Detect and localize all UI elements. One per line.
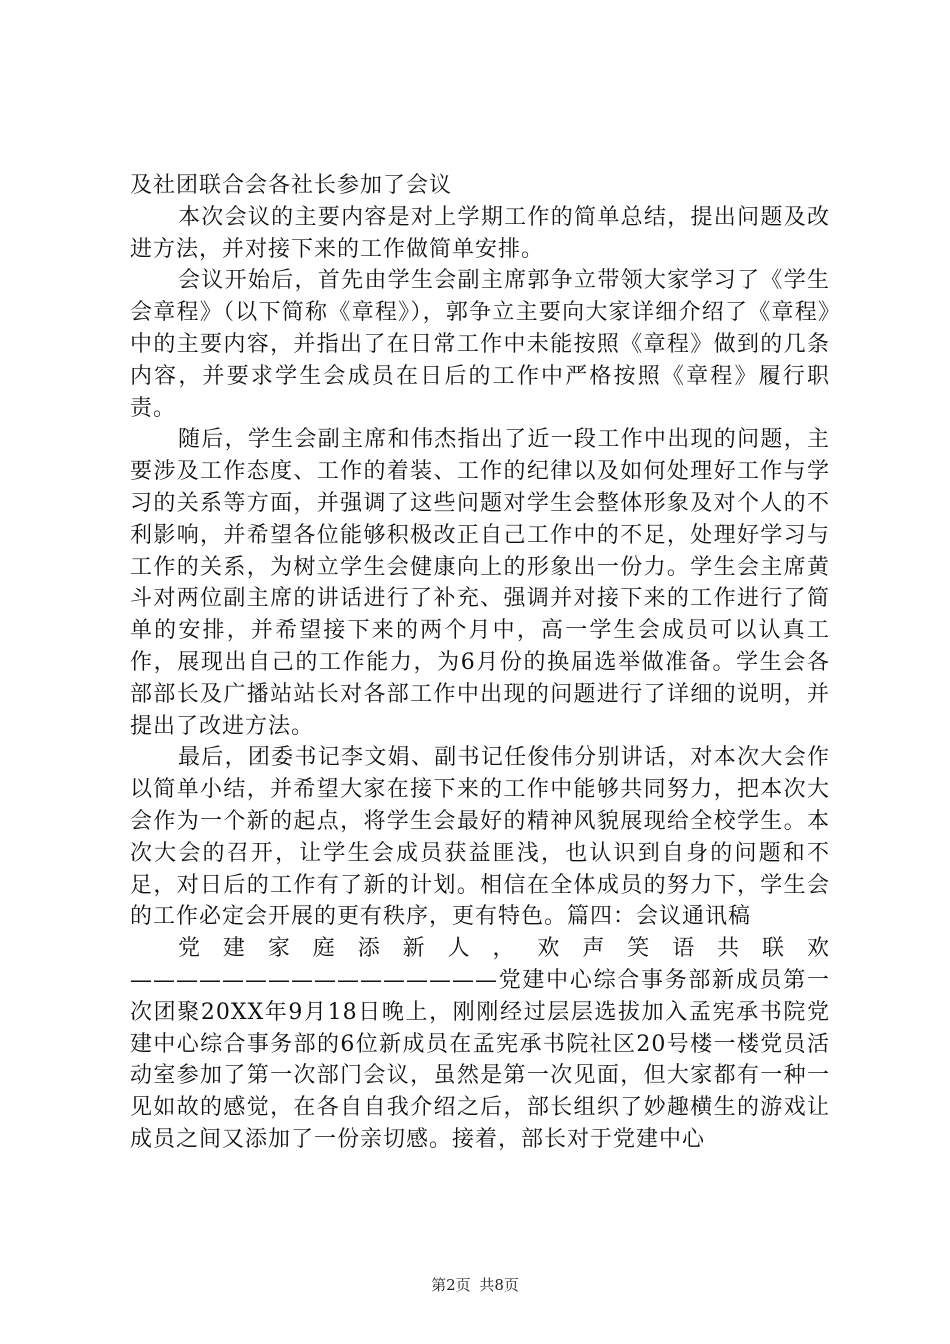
page-total: 共8页 (479, 1276, 519, 1294)
paragraph-6: 党建家庭添新人，欢声笑语共联欢————————————————党建中心综合事务部新成员第一次团聚20XX年9月18日晚上，刚刚经过层层选拔加入孟宪承书院党建中心综合事务部的6位新成员在孟宪承书院社区20号楼一楼党员活动室参加了第一次部门会议，虽然是第一次见面，但大家都有一种一见如故的感觉，在各自自我介绍之后，部长组织了妙趣横生的游戏让成员之间又添加了一份亲切感。接着，部长对于党建中心 (130, 936, 830, 1152)
page-footer (0, 1274, 950, 1295)
paragraph-2: 本次会议的主要内容是对上学期工作的简单总结，提出问题及改进方法，并对接下来的工作做简单安排。 (130, 204, 830, 262)
paragraph-4: 随后，学生会副主席和伟杰指出了近一段工作中出现的问题，主要涉及工作态度、工作的着装、工作的纪律以及如何处理好工作与学习的关系等方面，并强调了这些问题对学生会整体形象及对个人的不利影响，并希望各位能够积极改正自己工作中的不足，处理好学习与工作的关系，为树立学生会健康向上的形象出一份力。学生会主席黄斗对两位副主席的讲话进行了补充、强调并对接下来的工作进行了简单的安排，并希望接下来的两个月中，高一学生会成员可以认真工作，展现出自己的工作能力，为6月份的换届选举做准备。学生会各部部长及广播站站长对各部工作中出现的问题进行了详细的说明，并提出了改进方法。 (130, 427, 830, 739)
paragraph-3: 会议开始后，首先由学生会副主席郭争立带领大家学习了《学生会章程》（以下简称《章程》），郭争立主要向大家详细介绍了《章程》中的主要内容，并指出了在日常工作中未能按照《章程》做到的几条内容，并要求学生会成员在日后的工作中严格按照《章程》履行职责。 (130, 268, 830, 421)
paragraph-5: 最后，团委书记李文娟、副书记任俊伟分别讲话，对本次大会作以简单小结，并希望大家在接下来的工作中能够共同努力，把本次大会作为一个新的起点，将学生会最好的精神风貌展现给全校学生。本次大会的召开，让学生会成员获益匪浅，也认识到自身的问题和不足，对日后的工作有了新的计划。相信在全体成员的努力下，学生会的工作必定会开展的更有秩序，更有特色。篇四：会议通讯稿 (130, 745, 830, 930)
page-number: 第2页 (431, 1276, 471, 1294)
document-body (130, 170, 830, 1156)
paragraph-1: 及社团联合会各社长参加了会议 (130, 173, 453, 198)
